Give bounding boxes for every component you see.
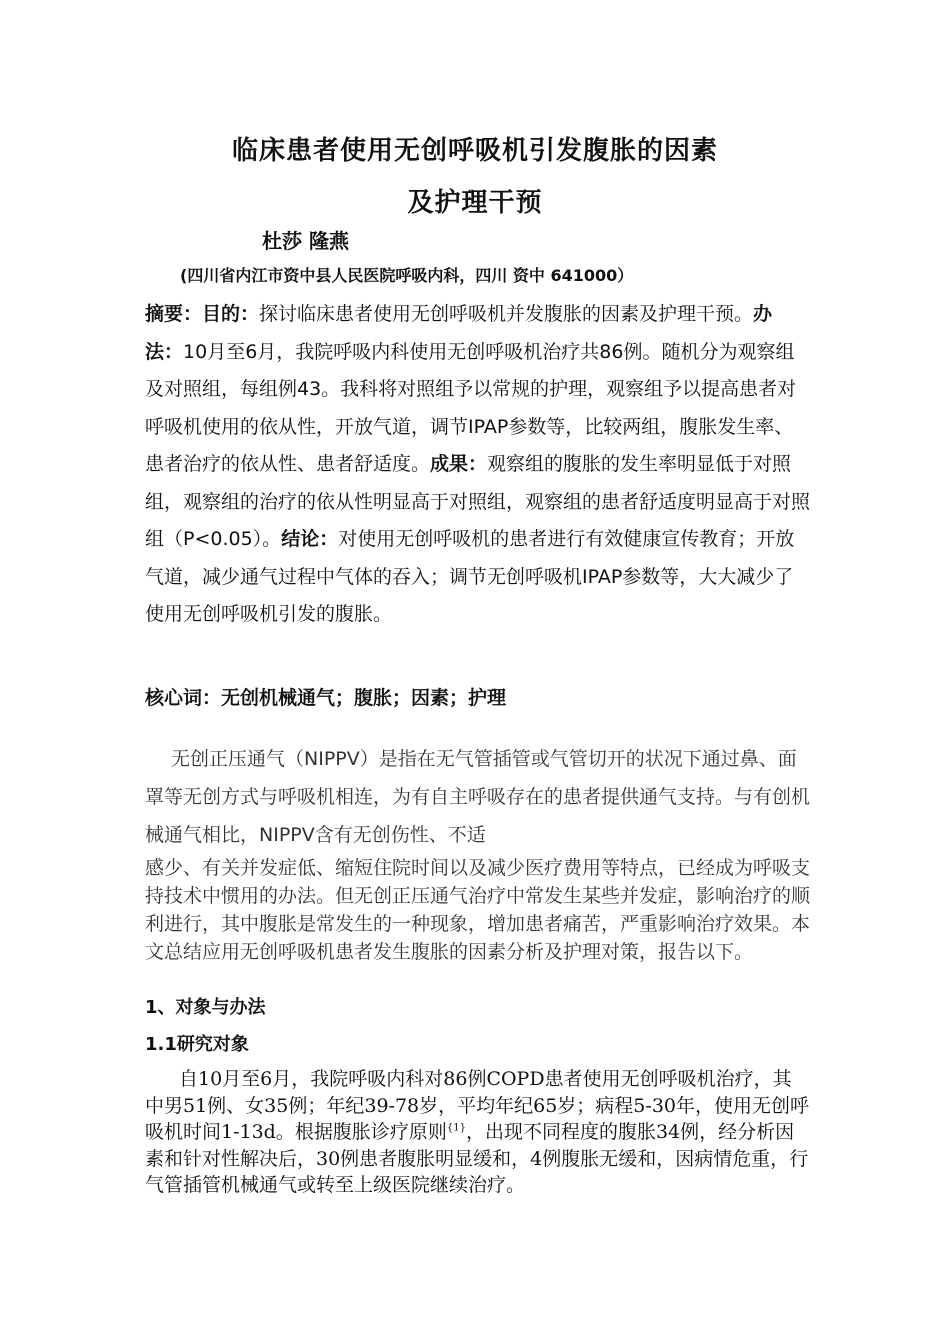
objective-text: 探讨临床患者使用无创呼吸机并发腹胀的因素及护理干预。 [259,303,754,325]
subjects-text-a: 自10月至6月，我院呼吸内科对86例COPD患者使用无创呼吸机治疗，其中男51例、女35例；年纪39-78岁，平均年纪65岁；病程5-30年，使用无创呼吸机时间1-13d。根据腹胀诊疗原则 [145,1068,809,1143]
introduction [145,740,810,966]
title-line-1: 临床患者使用无创呼吸机引发腹胀的因素 [231,136,718,166]
affiliation: (四川省内江市资中县人民医院呼吸内科，四川 资中 641000） [180,266,634,285]
keywords: 核心词：无创机械通气；腹胀；因素；护理 [145,687,507,709]
abstract [145,296,810,634]
subjects-paragraph [145,1066,810,1199]
intro-paragraph-2: 感少、有关并发症低、缩短住院时间以及减少医疗费用等特点，已经成为呼吸支持技术中惯用的办法。但无创正压通气治疗中常发生某些并发症，影响治疗的顺利进行，其中腹胀是常发生的一种现象，增加患者痛苦，严重影响治疗效果。本文总结应用无创呼吸机患者发生腹胀的因素分析及护理对策，报告以下。 [145,857,811,963]
methods-label: 办法： [145,303,773,363]
subjects-text-b: ，出现不同程度的腹胀34例，经分析因素和针对性解决后，30例患者腹胀明显缓和，4例腹胀无缓和，因病情危重，行气管插管机械通气或转至上级医院继续治疗。 [145,1121,809,1196]
objective-label: 目的： [202,303,260,325]
conclusion-text: 对使用无创呼吸机的患者进行有效健康宣传教育；开放气道，减少通气过程中气体的吞入；调节无创呼吸机IPAP参数等，大大减少了使用无创呼吸机引发的腹胀。 [145,528,795,625]
intro-paragraph-1: 无创正压通气（NIPPV）是指在无气管插管或气管切开的状况下通过鼻、面罩等无创方式与呼吸机相连，为有自主呼吸存在的患者提供通气支持。与有创机械通气相比，NIPPV含有无创伤性、不适 [145,748,811,846]
conclusion-label: 结论： [281,528,339,550]
citation-ref: {1} [446,1122,466,1134]
abstract-label: 摘要： [145,303,203,325]
methods-text: 10月至6月，我院呼吸内科使用无创呼吸机治疗共86例。随机分为观察组及对照组，每组例43。我科将对照组予以常规的护理，观察组予以提高患者对呼吸机使用的依从性，开放气道，调节IPAP参数等，比较两组，腹胀发生率、患者治疗的依从性、患者舒适度。 [145,340,797,475]
section-heading-1: 1、对象与办法 [145,997,266,1018]
section-heading-1-1: 1.1研究对象 [145,1034,249,1055]
results-label: 成果： [430,453,488,475]
authors: 杜莎 隆燕 [262,229,349,253]
title-line-2: 及护理干预 [407,188,543,218]
results-text: 观察组的腹胀的发生率明显低于对照组，观察组的治疗的依从性明显高于对照组，观察组的患者舒适度明显高于对照组（P<0.05）。 [145,453,811,550]
